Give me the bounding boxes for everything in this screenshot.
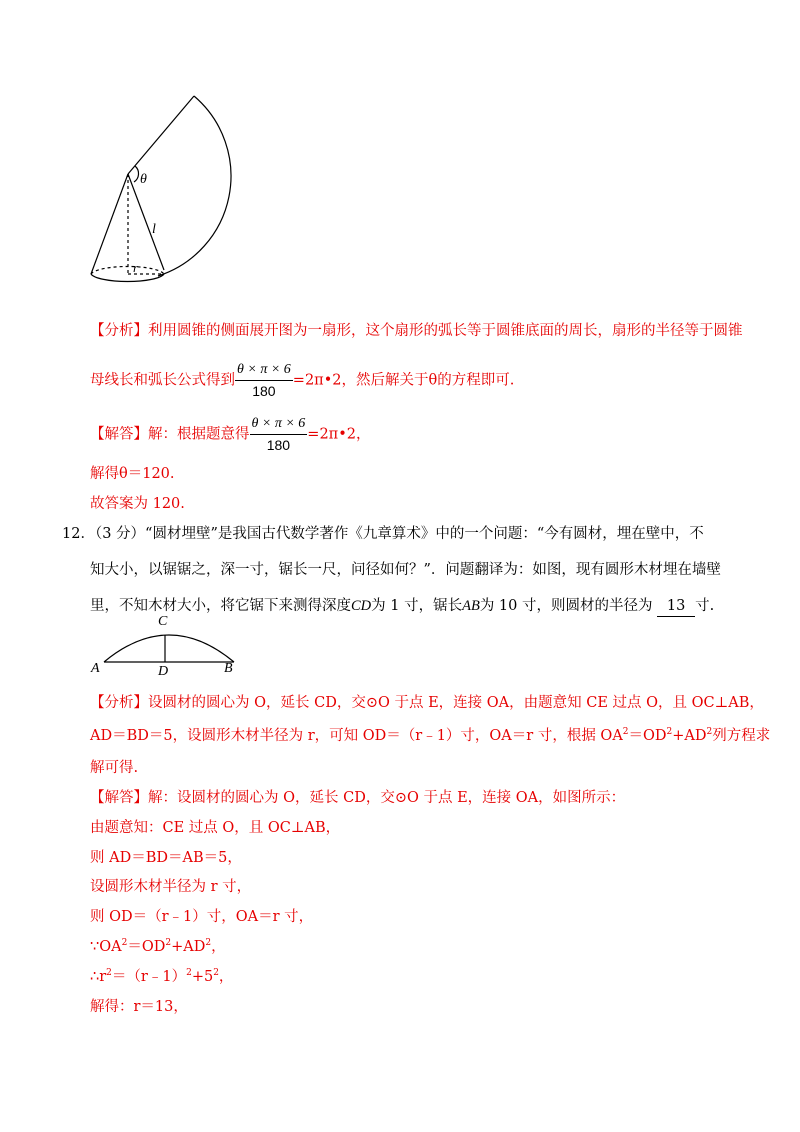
answer2-line6: $\because OA^2=OD^2+AD^2$， [90,938,226,955]
sector-radius-top [128,96,194,174]
analysis2-line3: 解可得. [90,760,139,776]
q12-score: （3 分） [94,526,146,542]
cone-right-edge [128,174,164,270]
analysis2-line2: AD＝BD＝5，设圆形木材半径为 r，可知 OD＝（r﹣1）寸，OA＝r 寸，根据 $OA^2=OD^2+AD^2$列方程求 [90,727,771,744]
answer2-line1: 【解答】解：设圆材的圆心为 O，延长 CD，交⊙O 于点 E，连接 OA，如图所示： [90,790,626,806]
answer2-line2: 由题意知：CE 过点 O，且 OC⊥AB， [90,820,341,836]
answer1-fraction: $\frac{\theta \times \pi \times 6}{180}$ [251,416,306,453]
answer1-line3: 故答案为 120. [90,496,185,512]
arc-acb [104,635,234,662]
q12-line3: 里，不知木材大小，将它锯下来测得深度CD为 1 寸，锯长AB为 10 寸，则圆材的半径为 13 寸. [90,596,714,617]
point-b-label: B [224,661,233,676]
answer2-line4: 设圆形木材半径为 r 寸， [90,879,252,895]
arc-length-fraction: $\frac{\theta \times \pi \times 6}{180}$ [237,362,291,399]
point-d-label: D [158,664,169,679]
point-a-label: A [91,661,100,676]
cone-left-edge [91,174,128,274]
answer1-tag: 【解答】 [90,426,148,443]
cone-base-front [91,274,164,282]
theta-label: θ [140,172,147,187]
cone-sector-figure [80,90,255,290]
answer2-tag: 【解答】 [90,790,148,806]
analysis2-line1: 【分析】设圆材的圆心为 O，延长 CD，交⊙O 于点 E，连接 OA，由题意知 CE 过点 O，且 OC⊥AB， [90,695,764,711]
q12-line2: 知大小，以锯锯之，深一寸，锯长一尺，问径如何？”．问题翻译为：如图，现有圆形木材埋在墙壁 [90,562,721,578]
answer1-line2: 解得θ＝120. [90,466,175,482]
analysis2-tag: 【分析】 [90,695,148,711]
slant-l-label: l [152,222,156,237]
q12-answer-blank: 13 [657,596,695,617]
answer1-line1: 【解答】解：根据题意得 $\frac{\theta \times \pi \times 6}{180}$ =2π•2， [90,416,371,453]
answer2-line3: 则 AD＝BD＝AB＝5， [90,850,242,866]
sector-arc [158,96,231,276]
q12-number: 12． [62,526,95,542]
answer2-line5: 则 OD＝（r﹣1）寸，OA＝r 寸， [90,909,314,925]
point-c-label: C [158,614,168,629]
answer2-line7: $\therefore r^2=(r﹣1)^2+5^2$， [90,968,234,985]
analysis1-line2: 母线长和弧长公式得到 $\frac{\theta \times \pi \times 6}{180}$ =2π•2，然后解关于θ的方程即可. [90,362,515,399]
analysis1-tag: 【分析】 [90,323,148,339]
theta-angle-arc [134,166,139,182]
q12-line1: 12．（3 分）“圆材埋壁”是我国古代数学著作《九章算术》中的一个问题：“今有圆材，埋在壁中，不 [62,526,704,542]
analysis1-line1: 【分析】利用圆锥的侧面展开图为一扇形，这个扇形的弧长等于圆锥底面的周长，扇形的半径等于圆锥 [90,323,743,339]
answer2-line8: 解得：r＝13， [90,999,188,1015]
arc-chord-figure [100,620,240,670]
radius-r-label: r [133,260,139,275]
